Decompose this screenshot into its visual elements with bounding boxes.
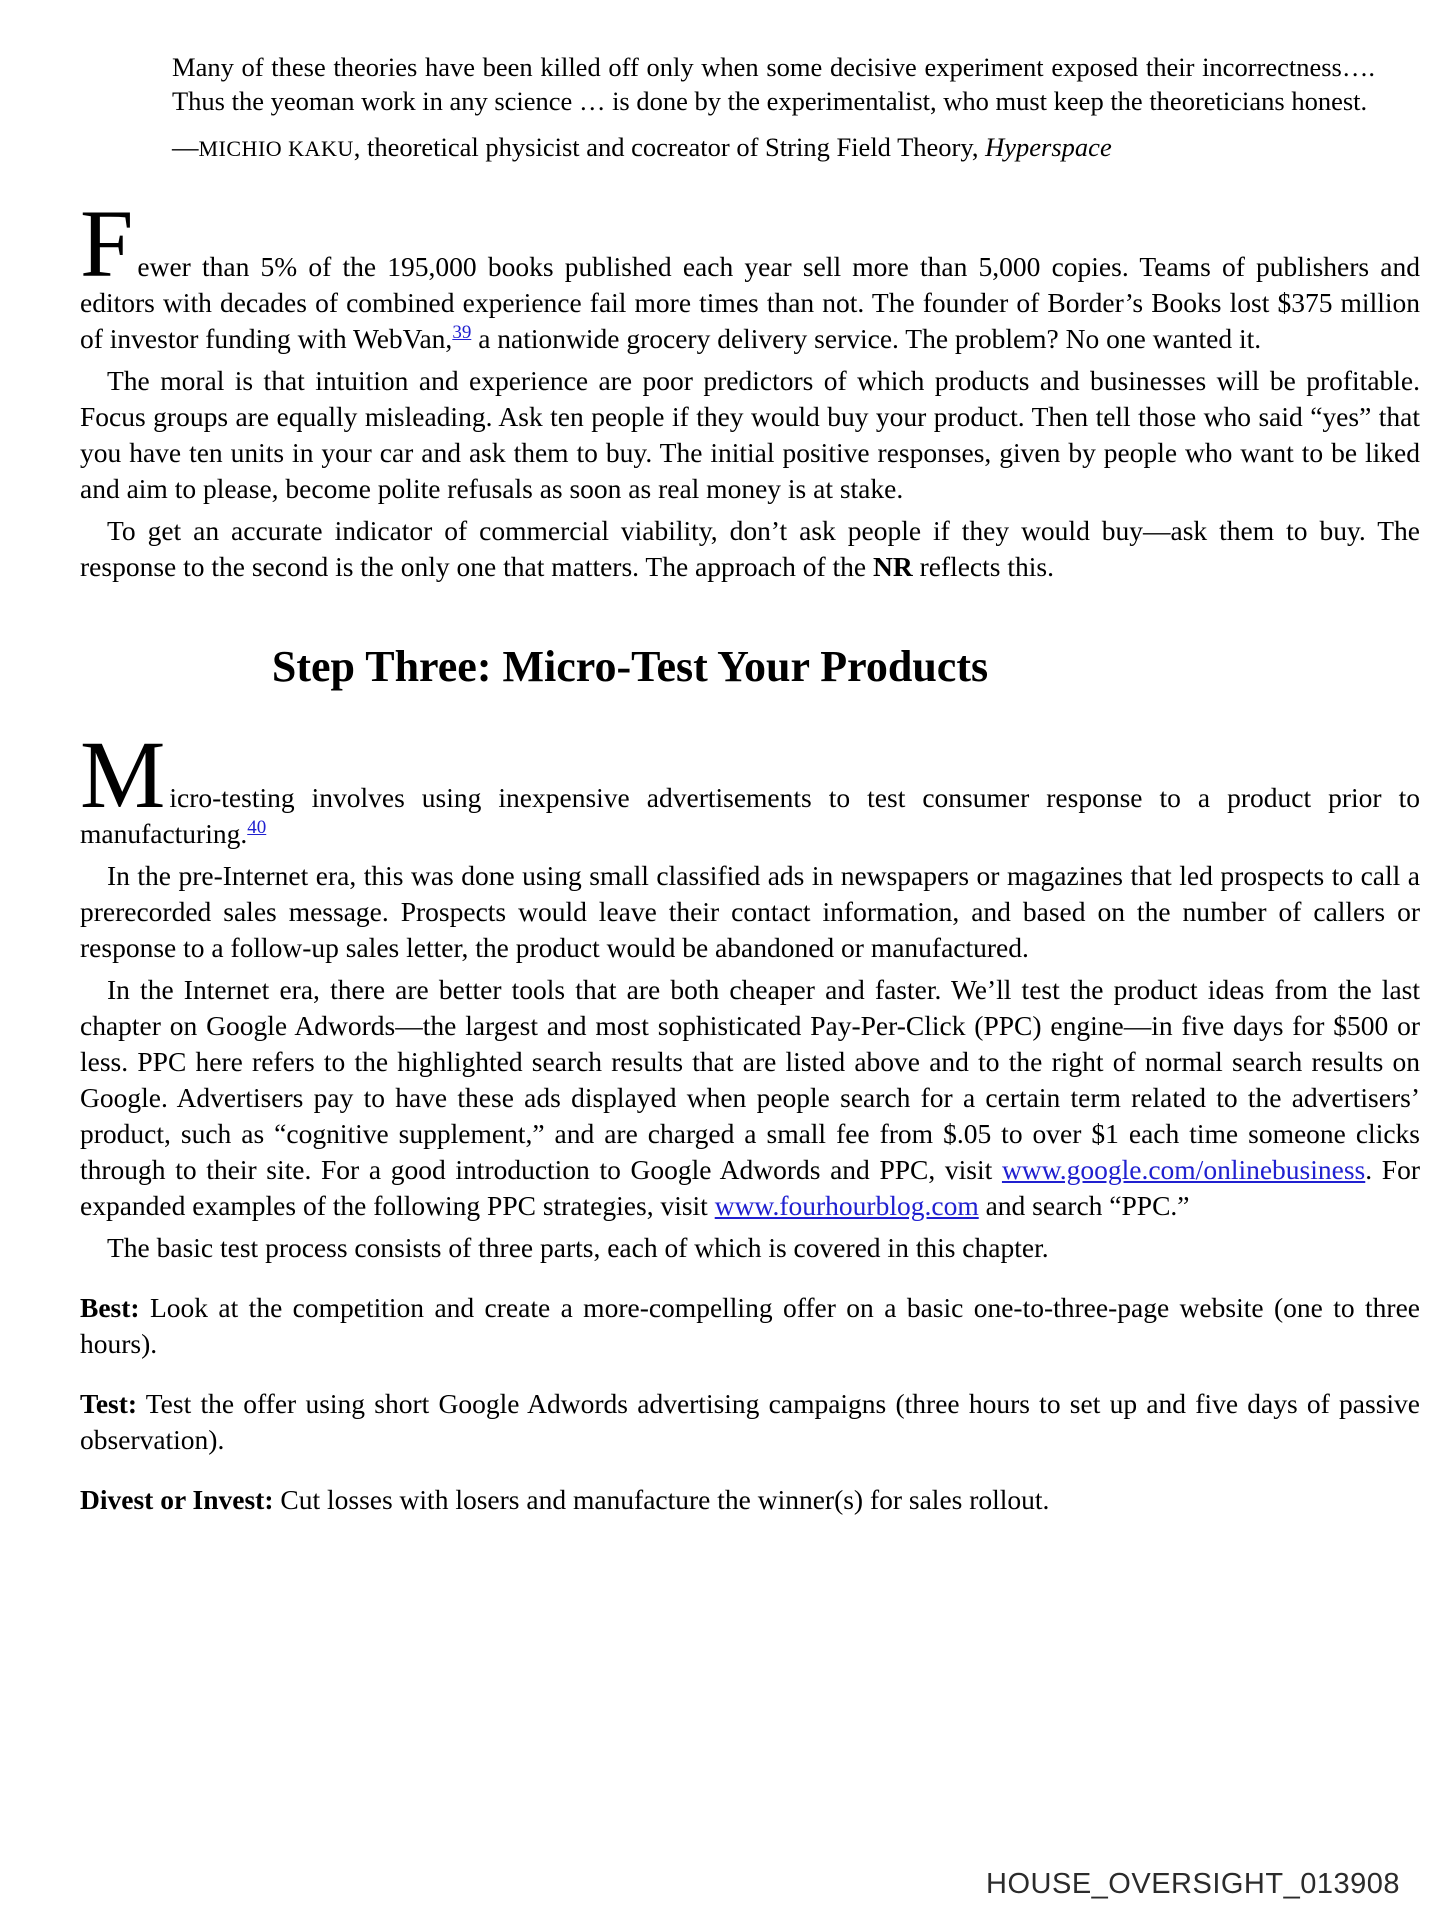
paragraph-to-get bbox=[80, 513, 1420, 585]
text-run: Look at the competition and create a more-compelling offer on a basic one-to-three-page website (one to three hours). bbox=[80, 1292, 1420, 1360]
text-run: reflects this. bbox=[912, 551, 1054, 582]
text-run: — bbox=[172, 132, 199, 162]
text-run: To get an accurate indicator of commercial viability, don’t ask people if they would buy—ask them to buy. The response to the second is the only one that matters. The approach of the bbox=[80, 515, 1420, 582]
section-heading bbox=[80, 643, 1180, 691]
footnote-ref-link[interactable]: 40 bbox=[247, 817, 267, 839]
content bbox=[80, 50, 1420, 1518]
external-link[interactable]: www.google.com/onlinebusiness bbox=[1001, 1154, 1366, 1186]
raised-cap: M bbox=[80, 721, 167, 829]
epigraph-quote bbox=[172, 50, 1375, 118]
text-run: , theoretical physicist and cocreator of String Field Theory, bbox=[353, 132, 986, 162]
text-run: NR bbox=[872, 551, 913, 582]
text-run: Cut losses with losers and manufacture the winner(s) for sales rollout. bbox=[273, 1484, 1050, 1516]
bates-number: HOUSE_OVERSIGHT_013908 bbox=[986, 1868, 1400, 1900]
footnote-ref-link[interactable]: 39 bbox=[452, 321, 472, 343]
text-run: . For expanded examples of the following PPC strategies, visit bbox=[80, 1154, 1420, 1222]
text-run: Many of these theories have been killed off only when some decisive experiment exposed their incorrectness…. Thus the yeoman work in any science … is done by the experimentalist, who must keep the theoreticians honest. bbox=[172, 52, 1375, 116]
text-run: The moral is that intuition and experience are poor predictors of which products and businesses will be profitable. Focus groups are equally misleading. Ask ten people if they would buy your product. Then tell those who said “yes” that you have ten units in your car and ask them to buy. The initial positive responses, given by people who want to be liked and aim to please, become polite refusals as soon as real money is at stake. bbox=[80, 365, 1420, 504]
text-run: MICHIO KAKU bbox=[198, 136, 354, 161]
text-run: Hyperspace bbox=[985, 132, 1112, 162]
epigraph-attribution bbox=[172, 130, 1420, 166]
text-run: Step Three: Micro-Test Your Products bbox=[271, 642, 989, 691]
paragraph-fewer-than bbox=[80, 190, 1420, 357]
paragraph-the-moral bbox=[80, 363, 1420, 507]
text-run: In the pre-Internet era, this was done using small classified ads in newspapers or magazines that led prospects to call a prerecorded sales message. Prospects would leave their contact information, and based on the number of callers or response to a follow-up sales letter, the product would be abandoned or manufactured. bbox=[80, 860, 1420, 964]
paragraph-best bbox=[80, 1290, 1420, 1362]
text-run: Best: bbox=[80, 1292, 140, 1324]
paragraph-pre-internet bbox=[80, 858, 1420, 966]
text-run: Test the offer using short Google Adwords advertising campaigns (three hours to set up and five days of passive observation). bbox=[80, 1388, 1420, 1456]
text-run: a nationwide grocery delivery service. The problem? No one wanted it. bbox=[471, 323, 1262, 354]
raised-cap: F bbox=[80, 190, 135, 297]
paragraph-divest-invest bbox=[80, 1482, 1420, 1518]
text-run: ewer than 5% of the 195,000 books published each year sell more than 5,000 copies. Teams of publishers and editors with decades of combined experience fail more times than not. The founder of Border’s Books lost $375 million of investor funding with WebVan, bbox=[80, 251, 1420, 354]
text-run: Divest or Invest: bbox=[80, 1484, 274, 1516]
text-run: icro-testing involves using inexpensive advertisements to test consumer response to a product prior to manufacturing. bbox=[80, 782, 1420, 850]
paragraph-micro-testing bbox=[80, 721, 1420, 852]
paragraph-test bbox=[80, 1386, 1420, 1458]
text-run: In the Internet era, there are better tools that are both cheaper and faster. We’ll test the product ideas from the last chapter on Google Adwords—the largest and most sophisticated Pay-Per-Click (PPC) engine—in five days for $500 or less. PPC here refers to the highlighted search results that are listed above and to the right of normal search results on Google. Advertisers pay to have these ads displayed when people search for a certain term related to the advertisers’ product, such as “cognitive supplement,” and are charged a small fee from $.05 to over $1 each time someone clicks through to their site. For a good introduction to Google Adwords and PPC, visit bbox=[80, 974, 1420, 1186]
text-run: Test: bbox=[80, 1388, 138, 1420]
text-run: and search “PPC.” bbox=[978, 1190, 1190, 1222]
paragraph-basic-test bbox=[80, 1230, 1420, 1266]
text-run: The basic test process consists of three parts, each of which is covered in this chapter. bbox=[107, 1232, 1049, 1264]
external-link[interactable]: www.fourhourblog.com bbox=[714, 1190, 979, 1222]
paragraph-internet-era bbox=[80, 972, 1420, 1224]
